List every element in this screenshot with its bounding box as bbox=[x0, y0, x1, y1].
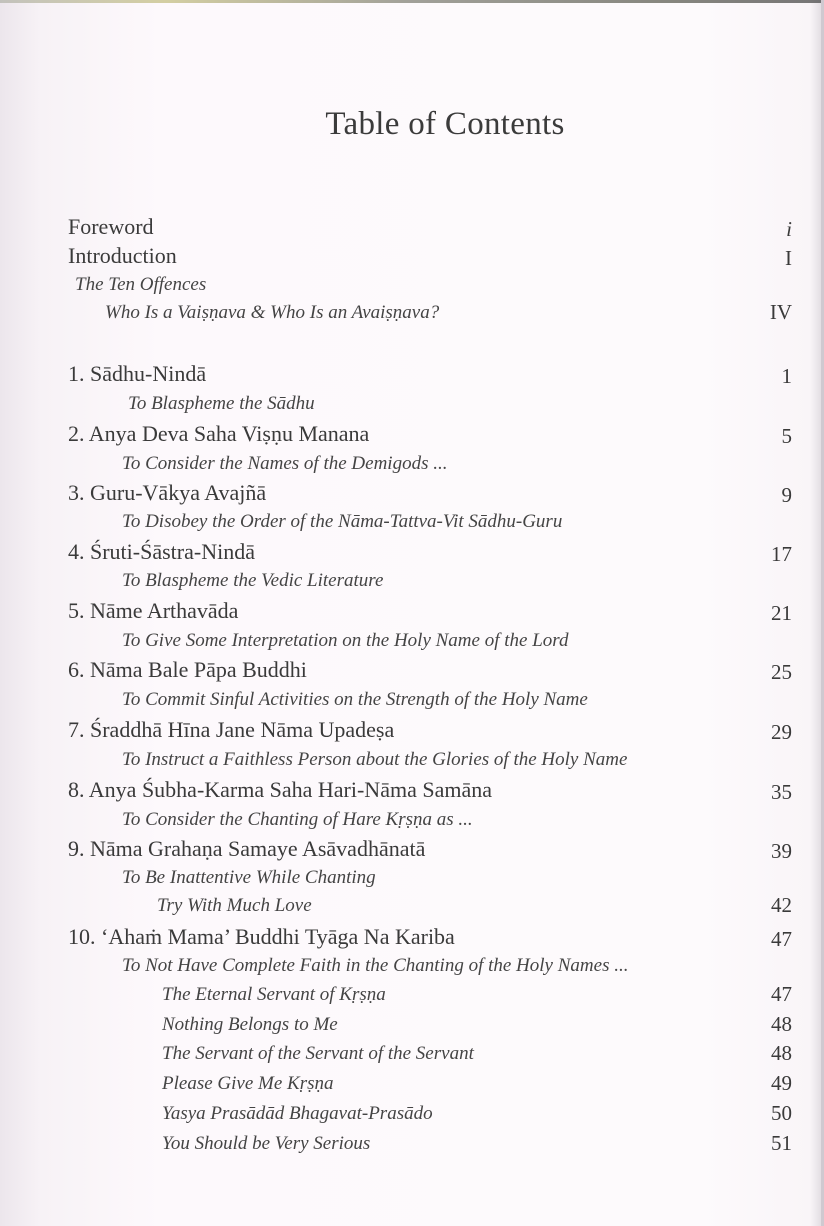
toc-chapter-entry bbox=[0, 777, 824, 807]
toc-section-entry bbox=[0, 895, 824, 925]
toc-entry-title: The Ten Offences bbox=[75, 274, 207, 295]
toc-page-number: 9 bbox=[781, 483, 792, 507]
toc-chapter-entry bbox=[0, 924, 824, 954]
toc-entry-title: You Should be Very Serious bbox=[162, 1133, 371, 1154]
toc-entry-title: To Disobey the Order of the Nāma-Tattva-Vit Sādhu-Guru bbox=[122, 511, 563, 532]
toc-entry-title: 2. Anya Deva Saha Viṣṇu Manana bbox=[68, 421, 370, 446]
toc-chapter-entry bbox=[0, 657, 824, 687]
toc-chapter-entry bbox=[0, 421, 824, 451]
toc-entry-title: Introduction bbox=[68, 243, 177, 268]
toc-entry-title: 4. Śruti-Śāstra-Nindā bbox=[68, 539, 255, 564]
toc-section-entry bbox=[0, 393, 824, 423]
toc-entry-title: To Instruct a Faithless Person about the Glories of the Holy Name bbox=[122, 749, 628, 770]
toc-page-number: 49 bbox=[771, 1071, 792, 1095]
toc-entry-title: Please Give Me Kṛṣṇa bbox=[162, 1073, 334, 1094]
page-title: Table of Contents bbox=[325, 106, 565, 143]
toc-section-entry bbox=[0, 689, 824, 719]
toc-page-number: 50 bbox=[771, 1101, 792, 1125]
toc-section-entry bbox=[0, 1133, 824, 1163]
toc-page-number: 39 bbox=[771, 839, 792, 863]
toc-page-number: 21 bbox=[771, 601, 792, 625]
toc-entry-title: To Be Inattentive While Chanting bbox=[122, 867, 376, 888]
toc-section-entry bbox=[0, 570, 824, 600]
toc-entry-title: 5. Nāme Arthavāda bbox=[68, 598, 239, 623]
toc-chapter-entry bbox=[0, 717, 824, 747]
toc-page-number: 25 bbox=[771, 660, 792, 684]
toc-chapter-entry bbox=[0, 539, 824, 569]
toc-page-number: 48 bbox=[771, 1041, 792, 1065]
toc-section-entry bbox=[0, 955, 824, 985]
toc-section-entry bbox=[0, 453, 824, 483]
toc-page-number: 29 bbox=[771, 720, 792, 744]
toc-section-entry bbox=[0, 1073, 824, 1103]
toc-page-number: I bbox=[785, 246, 792, 270]
toc-section-entry bbox=[0, 1014, 824, 1044]
toc-entry-title: 8. Anya Śubha-Karma Saha Hari-Nāma Samāna bbox=[68, 777, 492, 802]
toc-page-number: 47 bbox=[771, 927, 792, 951]
toc-entry-title: To Commit Sinful Activities on the Strength of the Holy Name bbox=[122, 689, 588, 710]
toc-entry-title: Nothing Belongs to Me bbox=[162, 1014, 338, 1035]
toc-section-entry bbox=[0, 867, 824, 897]
toc-page-number: 48 bbox=[771, 1012, 792, 1036]
toc-chapter-entry bbox=[0, 480, 824, 510]
toc-page-number: 51 bbox=[771, 1131, 792, 1155]
toc-section-entry bbox=[0, 1043, 824, 1073]
toc-entry-title: 3. Guru-Vākya Avajñā bbox=[68, 480, 267, 505]
toc-section-entry bbox=[0, 749, 824, 779]
toc-section-entry bbox=[0, 630, 824, 660]
toc-entry-title: 10. ‘Ahaṁ Mama’ Buddhi Tyāga Na Kariba bbox=[68, 924, 455, 949]
toc-entry-title: 9. Nāma Grahaṇa Samaye Asāvadhānatā bbox=[68, 836, 426, 861]
toc-section-entry bbox=[0, 302, 824, 332]
toc-entry-title: Try With Much Love bbox=[157, 895, 312, 916]
toc-entry-title: To Blaspheme the Vedic Literature bbox=[122, 570, 384, 591]
toc-page-number: 35 bbox=[771, 780, 792, 804]
toc-entry-title: The Eternal Servant of Kṛṣṇa bbox=[162, 984, 386, 1005]
toc-page-number: IV bbox=[769, 300, 792, 324]
toc-entry-title: The Servant of the Servant of the Servant bbox=[162, 1043, 474, 1064]
toc-page-number: 17 bbox=[771, 542, 792, 566]
toc-entry-title: To Consider the Names of the Demigods ... bbox=[122, 453, 448, 474]
toc-entry-title: Foreword bbox=[68, 214, 154, 239]
toc-entry-title: To Not Have Complete Faith in the Chanting of the Holy Names ... bbox=[122, 955, 629, 976]
toc-entry-title: Who Is a Vaiṣṇava & Who Is an Avaiṣṇava? bbox=[105, 302, 440, 323]
toc-entry-title: 6. Nāma Bale Pāpa Buddhi bbox=[68, 657, 307, 682]
toc-page-number: i bbox=[786, 217, 792, 241]
toc-page-number: 42 bbox=[771, 893, 792, 917]
toc-chapter-entry bbox=[0, 214, 824, 244]
toc-section-entry bbox=[0, 1103, 824, 1133]
toc-entry-title: To Blaspheme the Sādhu bbox=[128, 393, 315, 414]
toc-entry-title: To Consider the Chanting of Hare Kṛṣṇa as ... bbox=[122, 809, 473, 830]
toc-section-entry bbox=[0, 511, 824, 541]
toc-section-entry bbox=[0, 274, 824, 304]
toc-chapter-entry bbox=[0, 836, 824, 866]
toc-page-number: 47 bbox=[771, 982, 792, 1006]
toc-entry-title: 7. Śraddhā Hīna Jane Nāma Upadeṣa bbox=[68, 717, 395, 742]
toc-section-entry bbox=[0, 984, 824, 1014]
toc-chapter-entry bbox=[0, 243, 824, 273]
toc-section-entry bbox=[0, 809, 824, 839]
toc-entry-title: 1. Sādhu-Nindā bbox=[68, 361, 207, 386]
toc-entry-title: Yasya Prasādād Bhagavat-Prasādo bbox=[162, 1103, 433, 1124]
toc-chapter-entry bbox=[0, 598, 824, 628]
toc-chapter-entry bbox=[0, 361, 824, 391]
toc-page-number: 1 bbox=[781, 364, 792, 388]
toc-page-number: 5 bbox=[781, 424, 792, 448]
toc-entry-title: To Give Some Interpretation on the Holy Name of the Lord bbox=[122, 630, 569, 651]
